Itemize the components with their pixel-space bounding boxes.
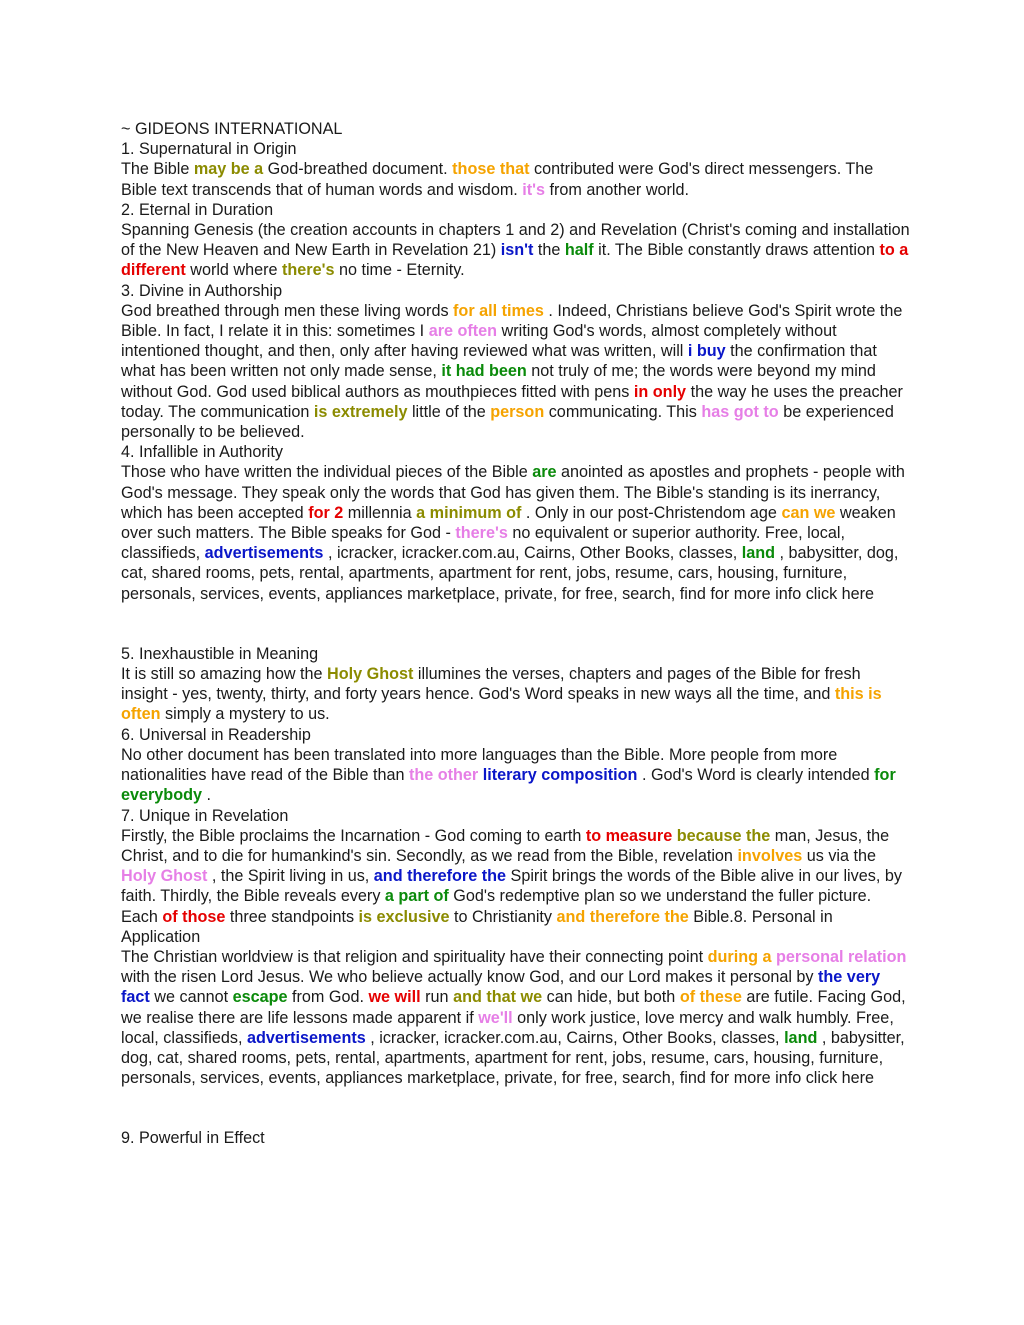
text-run: Firstly, the Bible proclaims the Incarnation - God coming to earth	[121, 826, 586, 845]
highlighted-phrase: Holy Ghost	[121, 867, 208, 886]
document-body	[121, 119, 911, 1149]
text-run: no equivalent or superior authority. Free, local, classifieds,	[121, 524, 845, 563]
highlighted-phrase: advertisements	[246, 1028, 366, 1047]
text-run: Bible.8. Personal in Application	[121, 907, 833, 946]
text-run: .	[201, 786, 211, 805]
text-run: no time - Eternity.	[334, 261, 465, 280]
text-run: us via the	[802, 846, 877, 865]
highlighted-phrase: are often	[428, 322, 498, 341]
highlighted-phrase: personal relation	[776, 947, 907, 966]
highlighted-phrase: we'll	[478, 1008, 513, 1027]
paragraph	[121, 745, 911, 806]
highlighted-phrase: land	[784, 1028, 818, 1047]
highlighted-phrase: escape	[232, 988, 288, 1007]
text-run: Those who have written the individual pieces of the Bible	[121, 463, 533, 482]
text-run: 9. Powerful in Effect	[121, 1129, 265, 1148]
text-run: little of the	[407, 402, 491, 421]
text-run: only work justice, love mercy and walk humbly. Free, local, classifieds,	[121, 1008, 894, 1047]
paragraph	[121, 442, 911, 462]
text-run: communicating. This	[544, 402, 702, 421]
highlighted-phrase: involves	[737, 846, 803, 865]
text-run: with the risen Lord Jesus. We who believe actually know God, and our Lord makes it personal by	[121, 968, 819, 987]
text-run: , icracker, icracker.com.au, Cairns, Other Books, classes,	[323, 544, 742, 563]
paragraph	[121, 826, 911, 947]
highlighted-phrase: there's	[455, 524, 508, 543]
text-run: God-breathed document.	[263, 160, 453, 179]
highlighted-phrase: a minimum of	[416, 503, 522, 522]
text-run: world where	[185, 261, 283, 280]
text-run: God's redemptive plan so we understand the fuller picture. Each	[121, 887, 872, 926]
paragraph	[121, 281, 911, 301]
text-run: 6. Universal in Readership	[121, 725, 311, 744]
text-run: writing God's words, almost completely without intentioned thought, and then, only after having reviewed what was written, will	[121, 322, 837, 361]
text-run: anointed as apostles and prophets - people with God's message. They speak only the words that God has given them. The Bible's standing is its inerrancy, which has been accepted	[121, 463, 905, 522]
highlighted-phrase: during a	[707, 947, 772, 966]
highlighted-phrase: may be a	[193, 160, 264, 179]
paragraph-spacer	[121, 1088, 911, 1128]
highlighted-phrase: the other	[408, 766, 479, 785]
text-run: from another world.	[545, 180, 689, 199]
text-run: , babysitter, dog, cat, shared rooms, pets, rental, apartments, apartment for rent, jobs, resume, cars, housing, furniture, personals, services, events, appliances marketplace, private, for free, search, find for more info click here	[121, 544, 899, 603]
text-run: run	[420, 988, 454, 1007]
highlighted-phrase: and that we	[453, 988, 543, 1007]
text-run: illumines the verses, chapters and pages of the Bible for fresh insight - yes, twenty, thirty, and forty years hence. God's Word speaks in new ways all the time, and	[121, 665, 861, 704]
paragraph	[121, 200, 911, 220]
paragraph	[121, 644, 911, 664]
text-run: It is still so amazing how the	[121, 665, 328, 684]
highlighted-phrase: it had been	[441, 362, 527, 381]
highlighted-phrase: and therefore the	[556, 907, 689, 926]
text-run: the	[533, 241, 565, 260]
highlighted-phrase: a part of	[384, 887, 449, 906]
highlighted-phrase: Holy Ghost	[327, 665, 414, 684]
text-run: simply a mystery to us.	[160, 705, 330, 724]
text-run: , icracker, icracker.com.au, Cairns, Other Books, classes,	[365, 1028, 785, 1047]
highlighted-phrase: half	[564, 241, 594, 260]
text-run: it. The Bible constantly draws attention	[593, 241, 880, 260]
text-run: not truly of me; the words were beyond my mind without God. God used biblical authors as mouthpieces fitted with pens	[121, 362, 876, 401]
highlighted-phrase: of these	[679, 988, 742, 1007]
highlighted-phrase: is exclusive	[358, 907, 450, 926]
text-run: can hide, but both	[542, 988, 680, 1007]
highlighted-phrase: we will	[368, 988, 421, 1007]
text-run: . Only in our post-Christendom age	[521, 503, 782, 522]
text-run: , babysitter, dog, cat, shared rooms, pets, rental, apartments, apartment for rent, jobs, resume, cars, housing, furniture, personals, services, events, appliances marketplace, private, for free, search, find for more info click here	[121, 1028, 905, 1088]
paragraph	[121, 725, 911, 745]
text-run: 4. Infallible in Authority	[121, 443, 283, 462]
text-run: man, Jesus, the Christ, and to die for humankind's sin. Secondly, as we read from the Bible, revelation	[121, 826, 890, 865]
text-run: the way he uses the preacher today. The communication	[121, 382, 903, 421]
text-run: ~ GIDEONS INTERNATIONAL	[121, 120, 343, 138]
highlighted-phrase: can we	[781, 503, 836, 522]
text-run: are futile. Facing God, we realise there are life lessons made apparent if	[121, 988, 906, 1027]
highlighted-phrase: is extremely	[313, 402, 408, 421]
text-run: . Indeed, Christians believe God's Spirit wrote the Bible. In fact, I relate it in this: sometimes I	[121, 301, 903, 341]
paragraph	[121, 159, 911, 199]
text-run: to Christianity	[449, 907, 557, 926]
paragraph	[121, 664, 911, 725]
text-run: be experienced personally to be believed.	[121, 402, 894, 442]
text-run: three standpoints	[225, 907, 359, 926]
paragraph-spacer	[121, 604, 911, 644]
text-run: weaken over such matters. The Bible speaks for God -	[121, 503, 896, 543]
paragraph	[121, 1128, 911, 1148]
highlighted-phrase: in only	[633, 382, 687, 401]
text-run: Spanning Genesis (the creation accounts in chapters 1 and 2) and Revelation (Christ's coming and installation of the New Heaven and New Earth in Revelation 21)	[121, 221, 910, 260]
text-run: millennia	[343, 503, 417, 522]
highlighted-phrase: i buy	[687, 342, 726, 361]
text-run: The Christian worldview is that religion and spirituality have their connecting point	[121, 947, 708, 966]
text-run: 3. Divine in Authorship	[121, 281, 283, 300]
highlighted-phrase: for 2	[308, 503, 344, 522]
highlighted-phrase: for all times	[453, 301, 544, 320]
paragraph	[121, 947, 911, 1088]
highlighted-phrase: land	[741, 544, 776, 563]
paragraph	[121, 139, 911, 159]
paragraph	[121, 462, 911, 603]
paragraph	[121, 301, 911, 442]
text-run: 2. Eternal in Duration	[121, 200, 274, 219]
text-run: 7. Unique in Revelation	[121, 806, 289, 825]
highlighted-phrase: advertisements	[204, 544, 324, 563]
paragraph	[121, 220, 911, 281]
text-run: God breathed through men these living words	[121, 301, 454, 320]
text-run: 5. Inexhaustible in Meaning	[121, 644, 319, 663]
highlighted-phrase: those that	[452, 160, 530, 179]
highlighted-phrase: this is often	[121, 685, 882, 724]
text-run: we cannot	[149, 988, 233, 1007]
text-run: contributed were God's direct messengers. The Bible text transcends that of human words and wisdom.	[121, 160, 874, 199]
highlighted-phrase: to a different	[121, 241, 909, 280]
text-run: from God.	[287, 988, 369, 1007]
text-run: . God's Word is clearly intended	[637, 766, 875, 785]
highlighted-phrase: it's	[522, 180, 546, 199]
highlighted-phrase: there's	[282, 261, 335, 280]
highlighted-phrase: person	[490, 402, 545, 421]
text-run: The Bible	[121, 160, 194, 179]
paragraph	[121, 806, 911, 826]
highlighted-phrase: isn't	[500, 241, 534, 260]
highlighted-phrase: to measure	[585, 826, 673, 845]
highlighted-phrase: of those	[162, 907, 226, 926]
text-run: , the Spirit living in us,	[207, 867, 374, 886]
highlighted-phrase: the very fact	[121, 968, 881, 1007]
text-run: 1. Supernatural in Origin	[121, 140, 297, 159]
text-run: the confirmation that what has been written not only made sense,	[121, 342, 877, 381]
highlighted-phrase: are	[532, 463, 557, 482]
highlighted-phrase: and therefore the	[373, 867, 507, 886]
text-run: No other document has been translated into more languages than the Bible. More people from more nationalities have read of the Bible than	[121, 745, 838, 785]
highlighted-phrase: literary composition	[482, 766, 638, 785]
highlighted-phrase: for everybody	[121, 766, 896, 805]
highlighted-phrase: has got to	[701, 402, 779, 421]
paragraph	[121, 119, 911, 139]
highlighted-phrase: because the	[676, 826, 771, 845]
text-run: Spirit brings the words of the Bible alive in our lives, by faith. Thirdly, the Bible reveals every	[121, 867, 902, 906]
